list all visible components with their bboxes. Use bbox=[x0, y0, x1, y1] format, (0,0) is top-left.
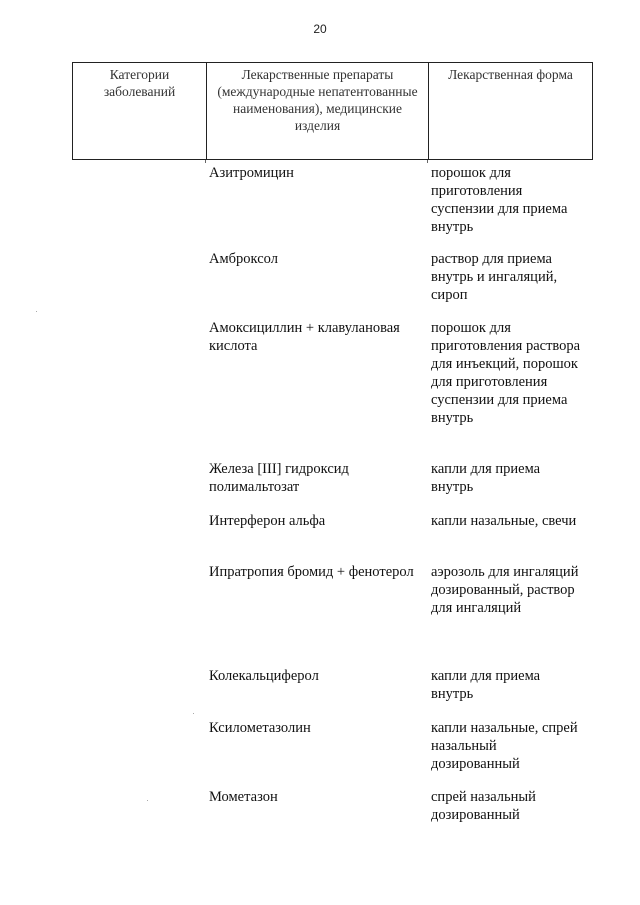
drug-name: Колекальциферол bbox=[209, 668, 319, 684]
drug-form: капли для приема внутрь bbox=[431, 461, 541, 495]
scan-speck bbox=[36, 311, 37, 312]
drug-name: Азитромицин bbox=[209, 165, 294, 181]
drug-form: раствор для приема внутрь и ингаляций, сироп bbox=[431, 251, 558, 303]
drug-form: спрей назальный дозированный bbox=[431, 789, 536, 823]
header-drugs: Лекарственные препараты (международные непатентованные наименования), медицинские изделия bbox=[207, 63, 429, 159]
scan-speck bbox=[147, 800, 148, 801]
table-header bbox=[72, 62, 593, 160]
drug-form: капли назальные, свечи bbox=[431, 513, 577, 529]
column-divider bbox=[427, 160, 428, 163]
drug-name: Ипратропия бромид + фенотерол bbox=[209, 564, 414, 580]
drug-name: Ксилометазолин bbox=[209, 720, 311, 736]
column-divider bbox=[205, 160, 206, 163]
drug-name: Интерферон альфа bbox=[209, 513, 326, 529]
drug-name: Амоксициллин + клавулановая кислота bbox=[209, 320, 400, 354]
drug-name: Железа [III] гидроксид полимальтозат bbox=[209, 461, 349, 495]
drug-form: капли назальные, спрей назальный дозированный bbox=[431, 720, 578, 772]
page-number: 20 bbox=[313, 22, 327, 36]
header-form: Лекарственная форма bbox=[448, 67, 573, 82]
header-categories: Категории заболеваний bbox=[73, 63, 207, 159]
drug-form: порошок для приготовления раствора для инъекций, порошок для приготовления суспензии для приема внутрь bbox=[431, 320, 581, 426]
drug-name: Амброксол bbox=[209, 251, 278, 267]
drug-name: Мометазон bbox=[209, 789, 278, 805]
drug-form: порошок для приготовления суспензии для приема внутрь bbox=[431, 165, 568, 235]
scan-speck bbox=[193, 713, 194, 714]
drug-form: аэрозоль для ингаляций дозированный, раствор для ингаляций bbox=[431, 564, 579, 616]
drug-form: капли для приема внутрь bbox=[431, 668, 541, 702]
